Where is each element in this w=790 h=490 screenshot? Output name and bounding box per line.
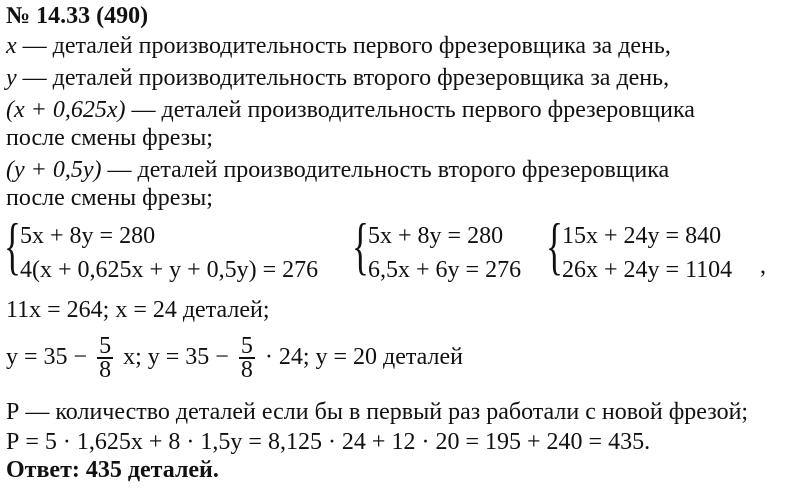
- system-1-row-2: 4(x + 0,625x + y + 0,5y) = 276: [20, 257, 319, 283]
- solution-y: y = 35 − $\frac{5}{8}$ x; y = 35 − $\frac{5}{8}$ · 24; y = 20 деталей: [6, 333, 464, 384]
- p-calculation: Р = 5 · 1,625x + 8 · 1,5y = 8,125 · 24 + 12 · 20 = 195 + 240 = 435.: [6, 429, 651, 455]
- system-3-row-2: 26x + 24y = 1104: [562, 257, 733, 283]
- fraction-five-eighths: $\frac{5}{8}$: [240, 333, 253, 384]
- system-3-row-1: 15x + 24y = 840: [562, 223, 722, 249]
- brace-icon: {: [352, 210, 369, 281]
- systems-trailing-comma: ,: [760, 253, 766, 279]
- brace-icon: {: [546, 210, 563, 281]
- brace-icon: {: [4, 210, 21, 281]
- definition-second-after: (y + 0,5y) — деталей производительность второго фрезеровщика: [6, 157, 670, 183]
- definition-first-after-cont: после смены фрезы;: [6, 125, 213, 151]
- solution-x: 11x = 264; x = 24 деталей;: [6, 297, 270, 323]
- system-1-row-1: 5x + 8y = 280: [20, 223, 156, 249]
- system-2-row-1: 5x + 8y = 280: [368, 223, 504, 249]
- problem-number: № 14.33 (490): [6, 3, 149, 29]
- definition-x: x — деталей производительность первого фрезеровщика за день,: [6, 33, 671, 59]
- fraction-five-eighths: $\frac{5}{8}$: [99, 333, 112, 384]
- definition-first-after: (x + 0,625x) — деталей производительность первого фрезеровщика: [6, 97, 695, 123]
- definition-y: y — деталей производительность второго фрезеровщика за день,: [6, 65, 670, 91]
- definition-second-after-cont: после смены фрезы;: [6, 185, 213, 211]
- p-definition: Р — количество деталей если бы в первый раз работали с новой фрезой;: [6, 399, 749, 425]
- system-2-row-2: 6,5x + 6y = 276: [368, 257, 522, 283]
- answer: Ответ: 435 деталей.: [6, 457, 219, 483]
